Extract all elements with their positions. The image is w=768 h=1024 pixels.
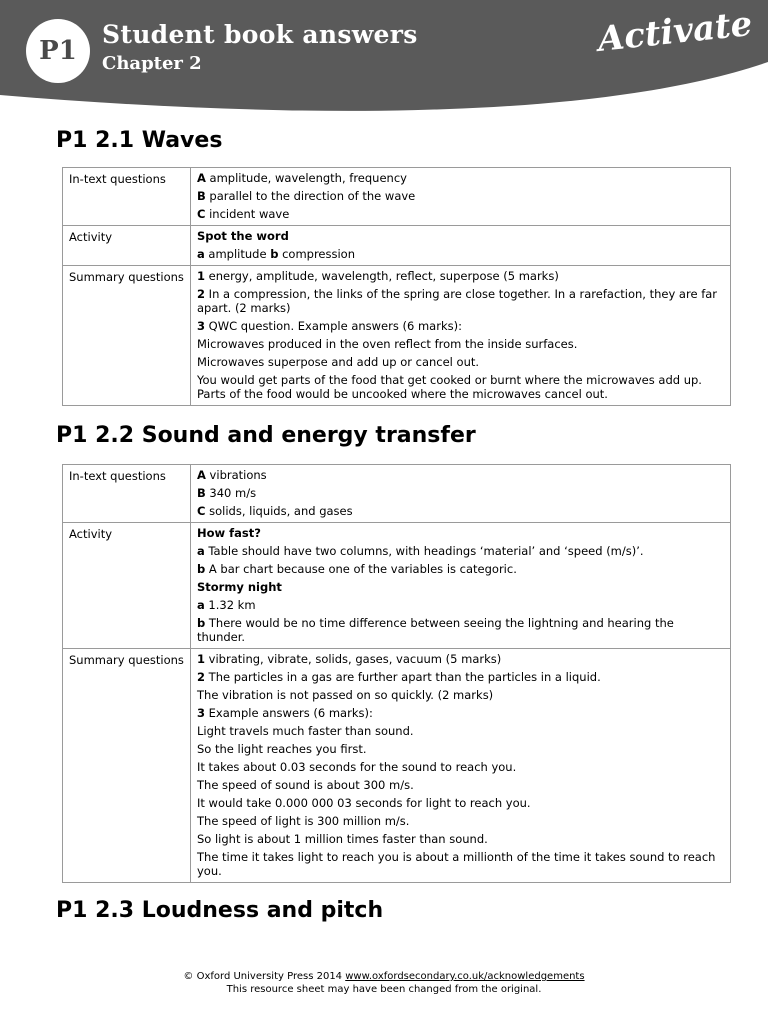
answer-line: It takes about 0.03 seconds for the sound to reach you. bbox=[197, 760, 517, 774]
answer-line: Microwaves produced in the oven reflect from the inside surfaces. bbox=[197, 337, 578, 351]
answers-table bbox=[62, 167, 731, 406]
table-row bbox=[63, 226, 731, 266]
row-answers bbox=[191, 226, 731, 266]
row-label: In-text questions bbox=[63, 168, 191, 226]
footer-copyright: © Oxford University Press 2014 bbox=[183, 971, 343, 982]
answer-line: b A bar chart because one of the variables is categoric. bbox=[197, 562, 517, 576]
answer-line: 1 energy, amplitude, wavelength, reflect, superpose (5 marks) bbox=[197, 269, 559, 283]
answer-line: 1 vibrating, vibrate, solids, gases, vacuum (5 marks) bbox=[197, 652, 502, 666]
row-label: Summary questions bbox=[63, 649, 191, 883]
answer-line: a 1.32 km bbox=[197, 598, 256, 612]
section-title: P1 2.2 Sound and energy transfer bbox=[56, 423, 476, 448]
answer-line: b There would be no time difference between seeing the lightning and hearing the thunder. bbox=[197, 616, 674, 644]
answer-line: Stormy night bbox=[197, 580, 282, 594]
answer-line: a amplitude b compression bbox=[197, 247, 356, 261]
badge-text: P1 bbox=[39, 36, 77, 66]
table-row bbox=[63, 523, 731, 649]
row-answers bbox=[191, 266, 731, 406]
table-row bbox=[63, 465, 731, 523]
answer-line: It would take 0.000 000 03 seconds for light to reach you. bbox=[197, 796, 531, 810]
answer-line: C incident wave bbox=[197, 207, 290, 221]
acknowledgements-link[interactable]: www.oxfordsecondary.co.uk/acknowledgements bbox=[345, 971, 585, 982]
answer-line: 2 The particles in a gas are further apart than the particles in a liquid. bbox=[197, 670, 601, 684]
row-answers bbox=[191, 523, 731, 649]
table-row bbox=[63, 266, 731, 406]
answer-line: 3 QWC question. Example answers (6 marks): bbox=[197, 319, 462, 333]
header-subtitle: Chapter 2 bbox=[102, 53, 202, 74]
footer bbox=[0, 970, 768, 996]
row-label: Activity bbox=[63, 226, 191, 266]
answer-line: A vibrations bbox=[197, 468, 267, 482]
answer-line: So the light reaches you first. bbox=[197, 742, 367, 756]
answer-line: a Table should have two columns, with headings ‘material’ and ‘speed (m/s)’. bbox=[197, 544, 644, 558]
answer-line: You would get parts of the food that get cooked or burnt where the microwaves add up. Parts of the food would be uncooked where the microwaves cancel out. bbox=[197, 373, 702, 401]
section-title: P1 2.3 Loudness and pitch bbox=[56, 898, 384, 923]
row-label: In-text questions bbox=[63, 465, 191, 523]
answer-line: The time it takes light to reach you is about a millionth of the time it takes sound to reach you. bbox=[197, 850, 716, 878]
answer-line: 3 Example answers (6 marks): bbox=[197, 706, 373, 720]
table-row bbox=[63, 168, 731, 226]
row-answers bbox=[191, 649, 731, 883]
answers-table bbox=[62, 464, 731, 883]
answer-line: B 340 m/s bbox=[197, 486, 257, 500]
answer-line: So light is about 1 million times faster than sound. bbox=[197, 832, 488, 846]
answer-line: The vibration is not passed on so quickly. (2 marks) bbox=[197, 688, 494, 702]
header-title: Student book answers bbox=[102, 20, 418, 49]
activate-logo: Activate bbox=[595, 3, 755, 60]
footer-line bbox=[0, 970, 768, 983]
row-answers bbox=[191, 465, 731, 523]
answer-line: 2 In a compression, the links of the spring are close together. In a rarefaction, they are far apart. (2 marks) bbox=[197, 287, 718, 315]
row-answers bbox=[191, 168, 731, 226]
answer-line: Microwaves superpose and add up or cancel out. bbox=[197, 355, 480, 369]
chapter-badge bbox=[26, 19, 90, 83]
answer-line: C solids, liquids, and gases bbox=[197, 504, 353, 518]
answer-line: Spot the word bbox=[197, 229, 289, 243]
section-title: P1 2.1 Waves bbox=[56, 128, 223, 153]
table-row bbox=[63, 649, 731, 883]
answer-line: Light travels much faster than sound. bbox=[197, 724, 414, 738]
answer-line: The speed of light is 300 million m/s. bbox=[197, 814, 410, 828]
answer-line: How fast? bbox=[197, 526, 261, 540]
answer-line: B parallel to the direction of the wave bbox=[197, 189, 416, 203]
row-label: Activity bbox=[63, 523, 191, 649]
footer-note: This resource sheet may have been changed from the original. bbox=[226, 984, 542, 995]
answer-line: The speed of sound is about 300 m/s. bbox=[197, 778, 414, 792]
row-label: Summary questions bbox=[63, 266, 191, 406]
answer-line: A amplitude, wavelength, frequency bbox=[197, 171, 407, 185]
